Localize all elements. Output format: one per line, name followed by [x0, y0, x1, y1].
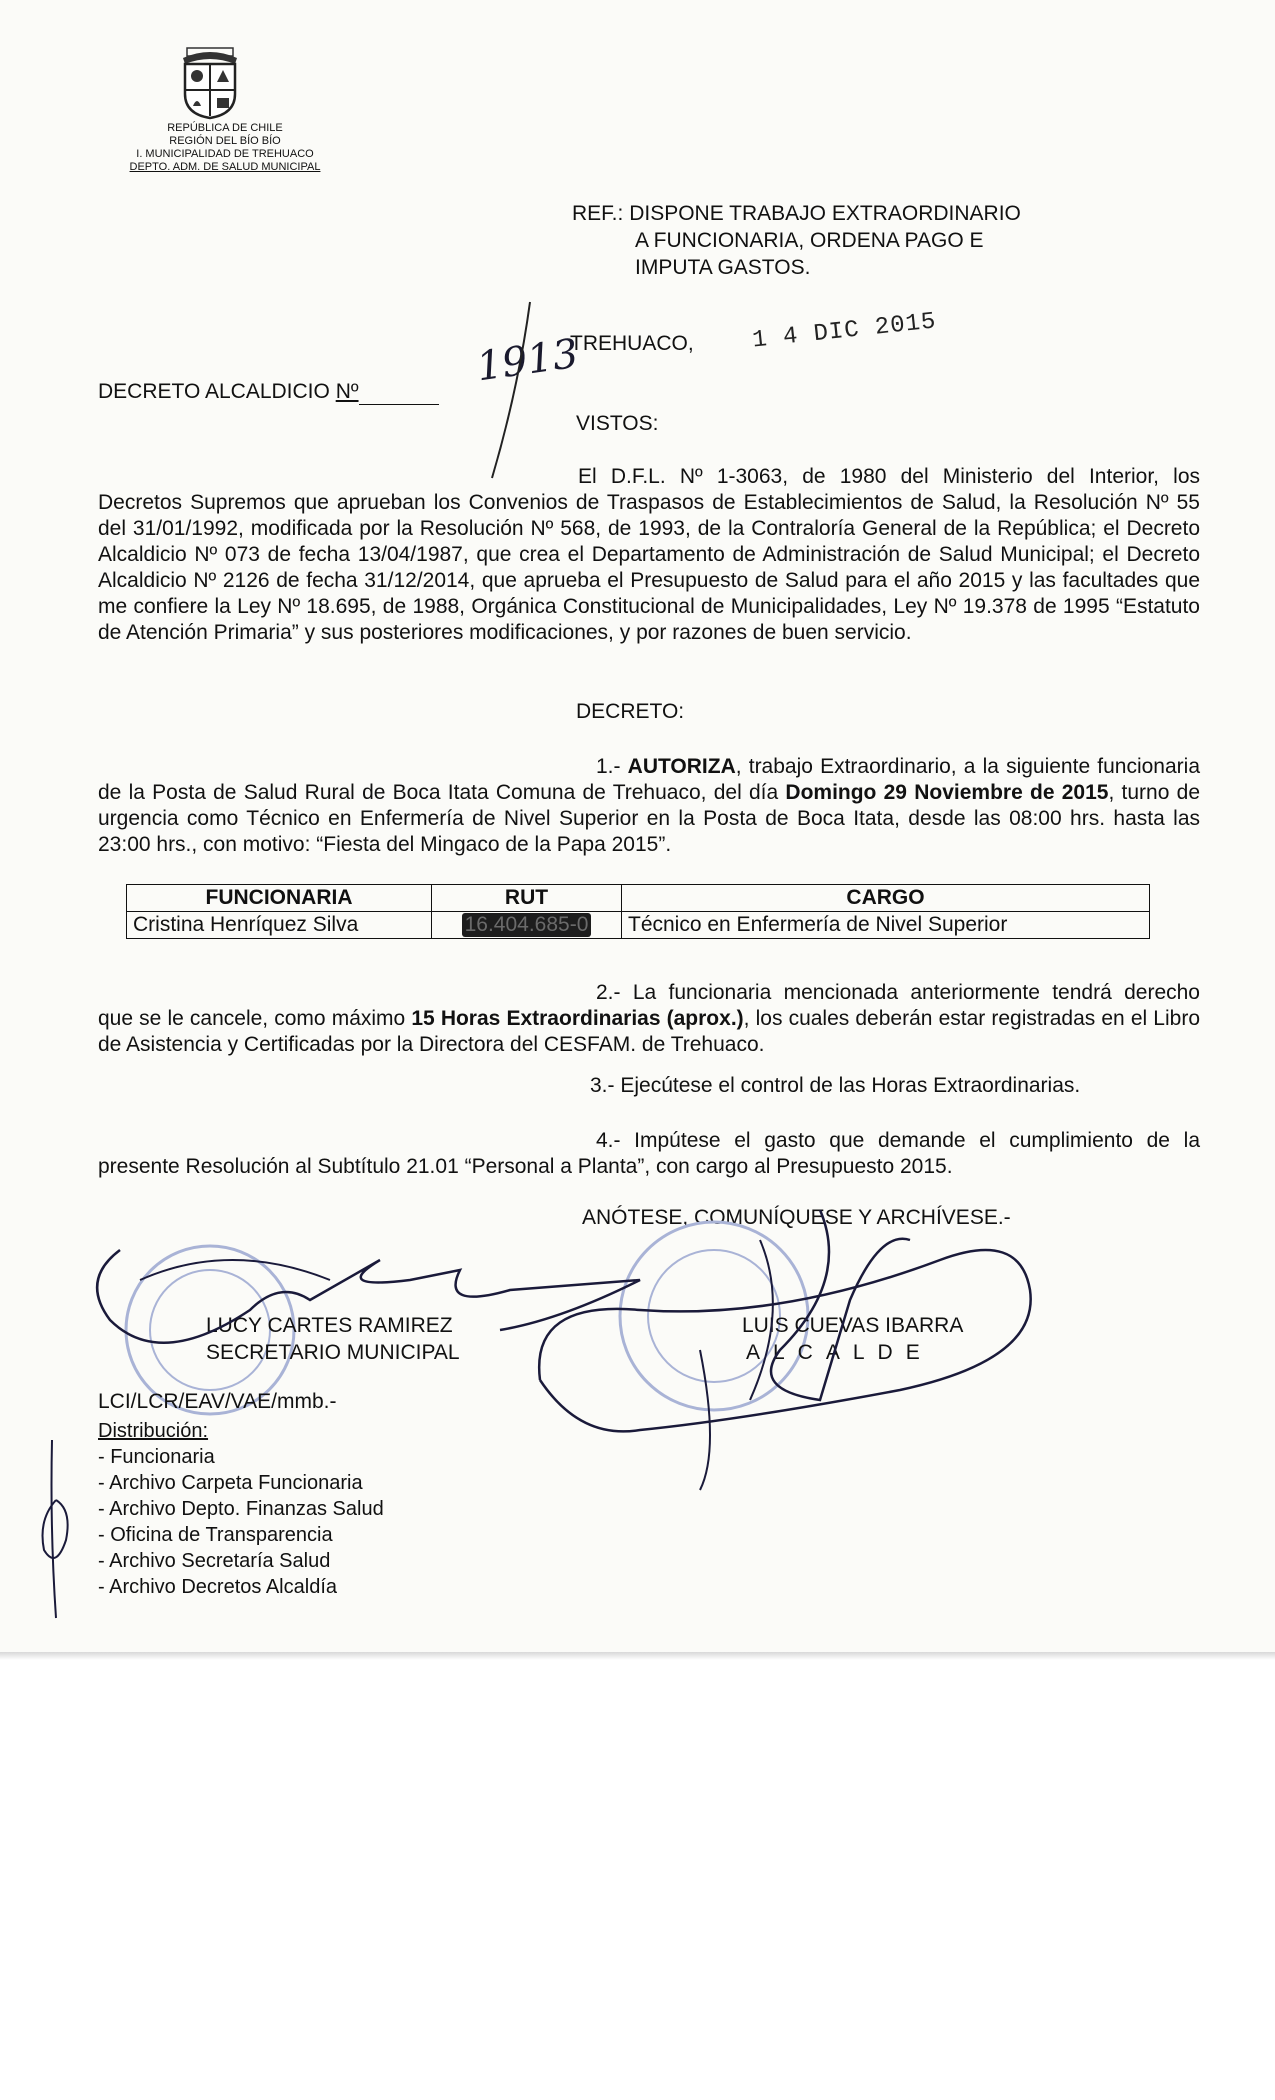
point-4: 4.- Impútese el gasto que demande el cumplimiento de la presente Resolución al Subtítulo 21.01 “Personal a Planta”, con cargo al Presupuesto 2015.	[98, 1129, 1200, 1178]
staff-table	[126, 884, 1150, 939]
point-1	[98, 754, 1200, 858]
redacted-rut: 16.404.685-0	[462, 913, 592, 937]
list-item: - Oficina de Transparencia	[98, 1524, 333, 1546]
page-edge	[0, 1652, 1275, 1660]
institution-line: I. MUNICIPALIDAD DE TREHUACO	[136, 148, 314, 160]
initials: LCI/LCR/EAV/VAE/mmb.-	[98, 1390, 337, 1413]
reference-block	[572, 200, 1021, 281]
point-2-text-2: , los cuales deberán estar registradas en el Libro de Asistencia y Certificadas por la Directora del CESFAM. de Trehuaco.	[98, 1007, 1200, 1056]
table-row	[127, 912, 1150, 939]
vistos-paragraph: El D.F.L. Nº 1-3063, de 1980 del Ministerio del Interior, los Decretos Supremos que aprueban los Convenios de Traspasos de Establecimientos de Salud, la Resolución Nº 55 del 31/01/1992, modificada por la Resolución Nº 568, de 1993, de la Contraloría General de la República; el Decreto Alcaldicio Nº 073 de fecha 13/04/1987, que crea el Departamento de Administración de Salud Municipal; el Decreto Alcaldicio Nº 2126 de fecha 31/12/2014, que aprueba el Presupuesto de Salud para el año 2015 y las facultades que me confiere la Ley Nº 18.695, de 1988, Orgánica Constitucional de Municipalidades, Ley Nº 19.378 de 1995 “Estatuto de Atención Primaria” y sus posteriores modificaciones, y por razones de buen servicio.	[98, 465, 1200, 644]
point-3: 3.- Ejecútese el control de las Horas Extraordinarias.	[590, 1074, 1081, 1097]
table-header: RUT	[432, 885, 622, 912]
ref-line: IMPUTA GASTOS.	[635, 256, 811, 279]
secretary-name: LUCY CARTES RAMIREZ	[206, 1314, 453, 1337]
vistos-heading: VISTOS:	[576, 412, 659, 435]
table-header: FUNCIONARIA	[127, 885, 432, 912]
date-stamp: 1 4 DIC 2015	[751, 308, 938, 355]
mayor-signature-block	[742, 1312, 963, 1366]
point-2	[98, 980, 1200, 1058]
list-item: - Archivo Depto. Finanzas Salud	[98, 1498, 384, 1520]
institution-line: REGIÓN DEL BÍO BÍO	[169, 135, 281, 147]
list-item: - Archivo Carpeta Funcionaria	[98, 1472, 363, 1494]
point-2-bold: 15 Horas Extraordinarias (aprox.)	[411, 1007, 744, 1030]
margin-signature	[36, 1440, 76, 1620]
margin-stroke	[478, 300, 538, 480]
decree-label: DECRETO ALCALDICIO	[98, 380, 330, 403]
table-header-row	[127, 885, 1150, 912]
point-2-text: 2.- La funcionaria mencionada anteriormente tendrá derecho que se le cancele, como máximo	[98, 981, 1200, 1030]
institution-header	[120, 122, 330, 174]
list-item: - Archivo Secretaría Salud	[98, 1550, 331, 1572]
employee-name: Cristina Henríquez Silva	[127, 912, 432, 939]
distribution-heading: Distribución:	[98, 1420, 209, 1442]
handwritten-number-text: 1913	[473, 330, 582, 391]
point-1-text-2: , turno de urgencia como Técnico en Enfermería de Nivel Superior en la Posta de Boca Itata, desde las 08:00 hrs. hasta las 23:00 hrs., con motivo: “Fiesta del Mingaco de la Papa 2015”.	[98, 781, 1201, 856]
secretary-title: SECRETARIO MUNICIPAL	[206, 1341, 460, 1364]
table-header: CARGO	[622, 885, 1150, 912]
secretary-signature-block	[206, 1312, 460, 1366]
ref-line: DISPONE TRABAJO EXTRAORDINARIO	[629, 202, 1021, 225]
mayor-name: LUIS CUEVAS IBARRA	[742, 1314, 964, 1337]
distribution-list	[98, 1444, 384, 1600]
decree-number	[98, 380, 439, 405]
decreto-heading: DECRETO:	[576, 700, 685, 723]
distribution-block	[98, 1418, 384, 1600]
closing-formula: ANÓTESE, COMUNÍQUESE Y ARCHÍVESE.-	[582, 1206, 1011, 1229]
employee-cargo: Técnico en Enfermería de Nivel Superior	[622, 912, 1150, 939]
institution-line: REPÚBLICA DE CHILE	[167, 122, 283, 134]
ref-line: A FUNCIONARIA, ORDENA PAGO E	[635, 229, 984, 252]
point-1-text: , trabajo Extraordinario, a la siguiente funcionaria de la Posta de Salud Rural de Boca Itata Comuna de Trehuaco, del día	[98, 755, 1200, 804]
employee-rut	[432, 912, 622, 939]
point-1-bold: AUTORIZA	[627, 755, 736, 778]
point-1-date: Domingo 29 Noviembre de 2015	[785, 781, 1109, 804]
ref-label: REF.:	[572, 202, 624, 225]
city: TREHUACO,	[570, 332, 694, 355]
mayor-title: ALCALDE	[746, 1341, 933, 1364]
institution-line: DEPTO. ADM. DE SALUD MUNICIPAL	[129, 161, 321, 173]
list-item: - Archivo Decretos Alcaldía	[98, 1576, 337, 1598]
point-1-number: 1.-	[596, 755, 621, 778]
secretary-signature	[80, 1220, 680, 1400]
list-item: - Funcionaria	[98, 1446, 215, 1468]
municipal-crest-icon	[175, 44, 245, 120]
decree-number-prefix: Nº	[335, 380, 359, 403]
